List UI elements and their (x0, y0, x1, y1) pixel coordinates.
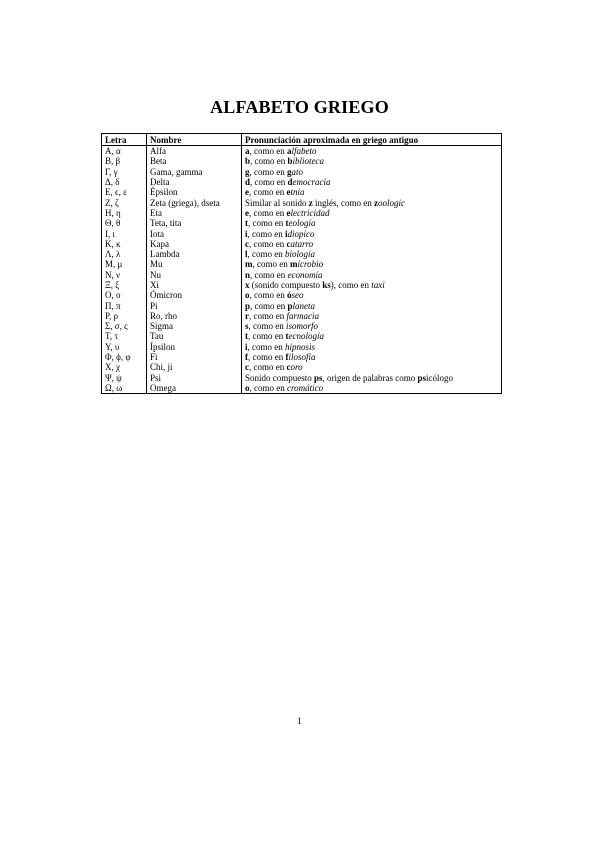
pronunciation-cell (242, 228, 502, 238)
letter-cell: Ζ, ζ (102, 197, 147, 207)
pronunciation-segment: d (245, 177, 251, 188)
page-number: 1 (297, 716, 302, 726)
letter-cell: Β, β (102, 156, 147, 166)
pronunciation-segment: z (308, 197, 313, 208)
pronunciation-segment: a (245, 146, 250, 157)
pronunciation-segment: seo (291, 290, 304, 301)
name-cell: Delta (147, 177, 242, 187)
letter-cell: Ι, ι (102, 228, 147, 238)
pronunciation-segment: d (287, 177, 293, 188)
pronunciation-segment: e (286, 187, 291, 198)
greek-alphabet-table (101, 133, 502, 394)
pronunciation-segment: c (245, 362, 249, 373)
pronunciation-segment: ), como en (330, 280, 372, 290)
name-cell: Gama, gamma (147, 167, 242, 177)
pronunciation-segment: c (286, 238, 291, 249)
pronunciation-segment: oologic (378, 197, 405, 208)
pronunciation-segment: ks (322, 280, 331, 290)
pronunciation-segment: m (290, 259, 298, 270)
pronunciation-segment: , como en (249, 146, 287, 157)
table-row (102, 259, 502, 269)
pronunciation-segment: eología (288, 218, 316, 229)
name-cell: Ípsilon (147, 342, 242, 352)
pronunciation-segment: o (245, 290, 250, 301)
pronunciation-segment: oro (290, 362, 303, 373)
pronunciation-segment: b (287, 156, 293, 167)
pronunciation-segment: , como en (250, 177, 288, 188)
table-row (102, 352, 502, 362)
pronunciation-cell (242, 311, 502, 321)
pronunciation-segment: i (285, 228, 288, 239)
page-title: ALFABETO GRIEGO (210, 97, 389, 117)
pronunciation-segment: , origen de palabras como (322, 372, 418, 383)
pronunciation-segment: inglés, como en (312, 197, 374, 208)
pronunciation-segment: icólogo (426, 372, 453, 383)
pronunciation-segment: p (287, 300, 293, 311)
pronunciation-segment: , como en (249, 290, 287, 301)
pronunciation-segment: taxi (371, 280, 385, 290)
name-cell: Alfa (147, 146, 242, 157)
pronunciation-segment: i (245, 228, 248, 239)
pronunciation-segment: o (245, 382, 250, 393)
pronunciation-cell (242, 177, 502, 187)
pronunciation-segment: , como en (249, 187, 287, 198)
pronunciation-segment: atarro (290, 238, 314, 249)
pronunciation-segment: , como en (248, 331, 286, 342)
pronunciation-segment: r (245, 310, 249, 321)
pronunciation-segment: f (245, 352, 248, 363)
pronunciation-segment: ps (314, 372, 323, 383)
pronunciation-segment: p (245, 300, 251, 311)
name-cell: Psi (147, 373, 242, 383)
pronunciation-segment: m (245, 259, 253, 270)
letter-cell: Κ, κ (102, 239, 147, 249)
pronunciation-segment: c (286, 362, 291, 373)
pronunciation-segment: x (245, 280, 250, 290)
pronunciation-segment: t (285, 331, 289, 342)
letter-cell: Ο, ο (102, 290, 147, 300)
pronunciation-segment: ecnología (288, 331, 324, 342)
letter-cell: Ω, ω (102, 383, 147, 394)
table-row (102, 321, 502, 331)
pronunciation-segment: , como en (249, 310, 287, 321)
pronunciation-segment: laneta (292, 300, 316, 311)
header-pronunciation: Pronunciación aproximada en griego antiguo (242, 134, 502, 146)
letter-cell: Α, α (102, 146, 147, 157)
name-cell: Zeta (griega), dseta (147, 197, 242, 207)
pronunciation-segment: cromático (287, 382, 324, 393)
pronunciation-segment: (sonido compuesto (249, 280, 323, 290)
letter-cell: Ψ, ψ (102, 373, 147, 383)
name-cell: Tau (147, 331, 242, 341)
pronunciation-segment: , como en (249, 166, 287, 177)
header-letter: Letra (102, 134, 147, 146)
letter-cell: Π, π (102, 300, 147, 310)
letter-cell: Δ, δ (102, 177, 147, 187)
pronunciation-cell (242, 383, 502, 394)
pronunciation-segment: emocracia (292, 177, 331, 188)
pronunciation-cell (242, 362, 502, 372)
table-row (102, 280, 502, 290)
pronunciation-segment: isomorfo (286, 321, 319, 332)
pronunciation-segment: e (286, 207, 291, 218)
letter-cell: Ε, ϵ, ε (102, 187, 147, 197)
pronunciation-cell (242, 342, 502, 352)
pronunciation-segment: a (287, 146, 292, 157)
table-row (102, 197, 502, 207)
pronunciation-segment: , como en (247, 228, 286, 239)
name-cell: Fi (147, 352, 242, 362)
pronunciation-segment: e (245, 187, 249, 198)
letter-cell: Ρ, ρ (102, 311, 147, 321)
pronunciation-segment: iblioteca (292, 156, 325, 167)
letter-cell: Μ, μ (102, 259, 147, 269)
pronunciation-segment: e (245, 207, 249, 218)
pronunciation-segment: hipnosis (285, 341, 316, 352)
pronunciation-segment: lfabeto (291, 146, 317, 157)
table-row (102, 290, 502, 300)
pronunciation-segment: , como en (247, 341, 286, 352)
pronunciation-segment: ó (287, 290, 292, 301)
table-row (102, 270, 502, 280)
pronunciation-segment: t (285, 218, 289, 229)
pronunciation-segment: ato (291, 166, 304, 177)
letter-cell: Υ, υ (102, 342, 147, 352)
pronunciation-segment: , como en (247, 249, 286, 260)
pronunciation-segment: , como en (248, 218, 286, 229)
name-cell: Mu (147, 259, 242, 269)
pronunciation-cell (242, 352, 502, 362)
pronunciation-cell (242, 156, 502, 166)
table-row (102, 383, 502, 394)
name-cell: Teta, tita (147, 218, 242, 228)
letter-cell: Θ, θ (102, 218, 147, 228)
letter-cell: Τ, τ (102, 331, 147, 341)
pronunciation-cell (242, 208, 502, 218)
table-row (102, 362, 502, 372)
pronunciation-cell (242, 321, 502, 331)
pronunciation-cell (242, 197, 502, 207)
pronunciation-segment: c (245, 238, 249, 249)
pronunciation-segment: , como en (248, 321, 287, 332)
table-row (102, 156, 502, 166)
letter-cell: Γ, γ (102, 167, 147, 177)
table-row (102, 249, 502, 259)
pronunciation-segment: z (374, 197, 378, 208)
name-cell: Épsilon (147, 187, 242, 197)
table-row (102, 208, 502, 218)
pronunciation-cell (242, 270, 502, 280)
letter-cell: Λ, λ (102, 249, 147, 259)
pronunciation-segment: i (245, 341, 248, 352)
pronunciation-segment: g (245, 166, 250, 177)
pronunciation-segment: , como en (250, 156, 288, 167)
table-row (102, 228, 502, 238)
name-cell: Lambda (147, 249, 242, 259)
name-cell: Beta (147, 156, 242, 166)
pronunciation-segment: diopico (287, 228, 315, 239)
pronunciation-cell (242, 146, 502, 157)
name-cell: Sigma (147, 321, 242, 331)
pronunciation-segment: g (287, 166, 292, 177)
pronunciation-segment: , como en (249, 207, 287, 218)
name-cell: Pi (147, 300, 242, 310)
pronunciation-cell (242, 239, 502, 249)
pronunciation-segment: , como en (249, 362, 287, 373)
name-cell: Eta (147, 208, 242, 218)
pronunciation-segment: ps (417, 372, 426, 383)
pronunciation-cell (242, 167, 502, 177)
pronunciation-segment: biología (285, 249, 316, 260)
pronunciation-segment: l (245, 249, 248, 260)
name-cell: Ro, rho (147, 311, 242, 321)
pronunciation-segment: Sonido compuesto (245, 372, 314, 383)
pronunciation-segment: Similar al sonido (245, 197, 309, 208)
letter-cell: Φ, ϕ, φ (102, 352, 147, 362)
table-row (102, 300, 502, 310)
table-row (102, 187, 502, 197)
pronunciation-cell (242, 331, 502, 341)
table-row (102, 342, 502, 352)
table-body (102, 146, 502, 394)
letter-cell: Ξ, ξ (102, 280, 147, 290)
pronunciation-cell (242, 290, 502, 300)
pronunciation-segment: ilosofía (288, 352, 316, 363)
pronunciation-segment: f (285, 352, 289, 363)
name-cell: Ómicron (147, 290, 242, 300)
name-cell: Omega (147, 383, 242, 394)
pronunciation-segment: , como en (252, 259, 290, 270)
table-header-row (102, 134, 502, 146)
name-cell: Chi, ji (147, 362, 242, 372)
pronunciation-cell (242, 218, 502, 228)
pronunciation-segment: n (245, 269, 251, 280)
pronunciation-segment: , como en (249, 238, 287, 249)
pronunciation-segment: economía (287, 269, 323, 280)
pronunciation-segment: , como en (248, 352, 286, 363)
pronunciation-segment: farmacia (286, 310, 319, 321)
header-name: Nombre (147, 134, 242, 146)
letter-cell: Ν, ν (102, 270, 147, 280)
pronunciation-segment: b (245, 156, 251, 167)
name-cell: Kapa (147, 239, 242, 249)
letter-cell: Σ, σ, ς (102, 321, 147, 331)
name-cell: Iota (147, 228, 242, 238)
pronunciation-segment: , como en (250, 269, 288, 280)
pronunciation-segment: t (245, 218, 248, 229)
table-row (102, 177, 502, 187)
pronunciation-cell (242, 300, 502, 310)
table-row (102, 239, 502, 249)
letter-cell: Χ, χ (102, 362, 147, 372)
table-row (102, 373, 502, 383)
table-row (102, 331, 502, 341)
pronunciation-segment: , como en (249, 382, 287, 393)
pronunciation-cell (242, 373, 502, 383)
table-row (102, 146, 502, 157)
table-row (102, 311, 502, 321)
pronunciation-cell (242, 259, 502, 269)
pronunciation-segment: , como en (250, 300, 288, 311)
letter-cell: Η, η (102, 208, 147, 218)
pronunciation-cell (242, 187, 502, 197)
pronunciation-segment: icrobio (297, 259, 324, 270)
pronunciation-cell (242, 280, 502, 290)
table-row (102, 218, 502, 228)
table-row (102, 167, 502, 177)
pronunciation-segment: s (245, 321, 249, 332)
pronunciation-segment: t (245, 331, 248, 342)
pronunciation-cell (242, 249, 502, 259)
name-cell: Xi (147, 280, 242, 290)
pronunciation-segment: lectricidad (290, 207, 330, 218)
pronunciation-segment: tnia (290, 187, 305, 198)
name-cell: Nu (147, 270, 242, 280)
